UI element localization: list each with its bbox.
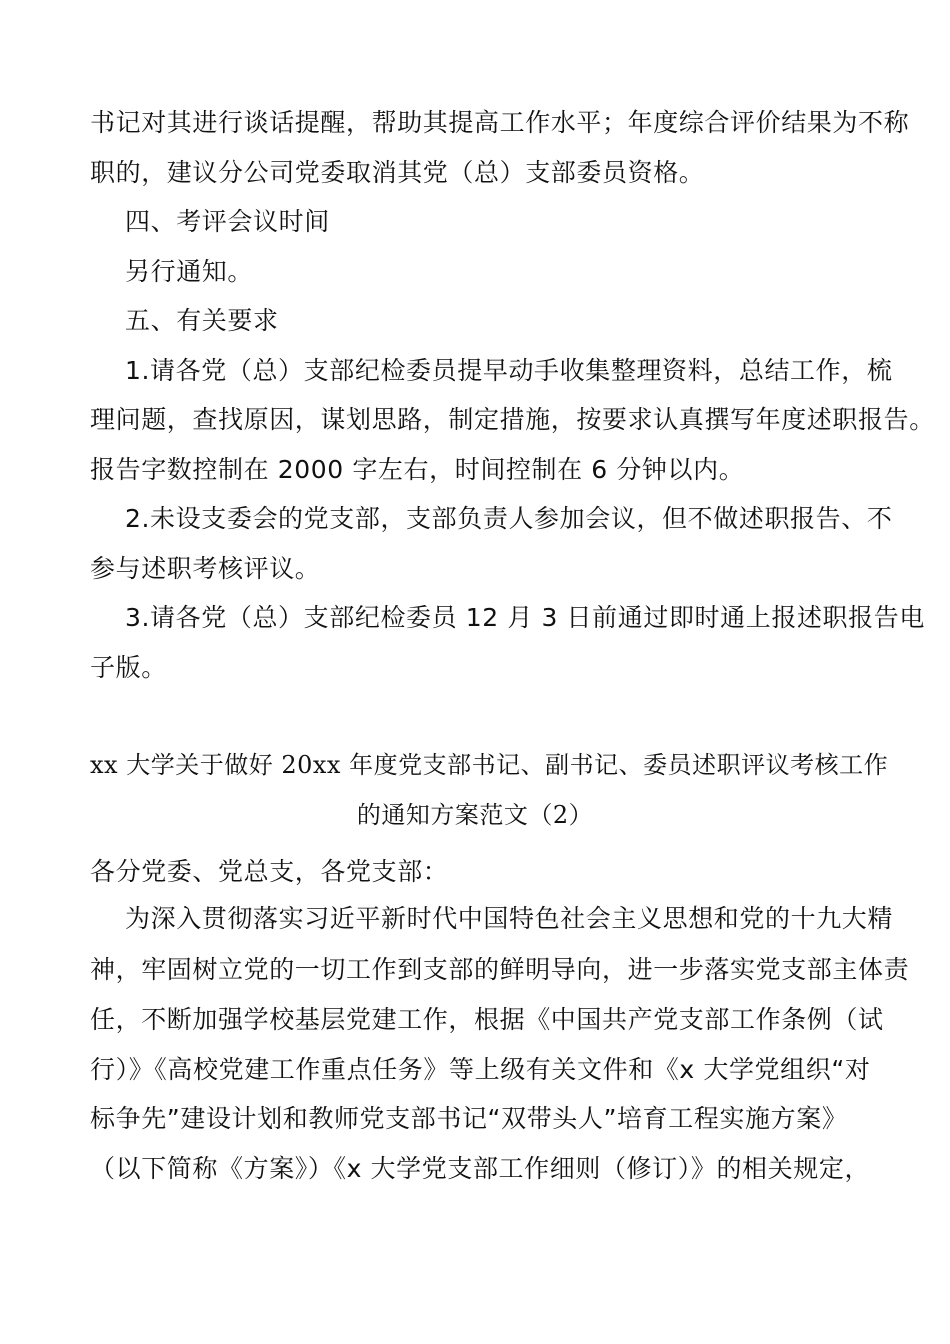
paragraph-line: 为深入贯彻落实习近平新时代中国特色社会主义思想和党的十九大精 bbox=[125, 904, 894, 933]
body-line: 另行通知。 bbox=[125, 257, 254, 286]
section-heading: 五、有关要求 bbox=[125, 306, 279, 335]
paragraph-line: 标争先”建设计划和教师党支部书记“双带头人”培育工程实施方案》 bbox=[90, 1104, 848, 1133]
document-title-line: 的通知方案范文（2） bbox=[356, 801, 594, 829]
list-item-line: 子版。 bbox=[90, 653, 167, 682]
list-item-line: 报告字数控制在 2000 字左右，时间控制在 6 分钟以内。 bbox=[90, 455, 745, 484]
list-item-line: 1.请各党（总）支部纪检委员提早动手收集整理资料，总结工作，梳 bbox=[125, 356, 893, 385]
section-heading: 四、考评会议时间 bbox=[125, 207, 330, 236]
paragraph-line: 神，牢固树立党的一切工作到支部的鲜明导向，进一步落实党支部主体责 bbox=[90, 955, 910, 984]
list-item-line: 参与述职考核评议。 bbox=[90, 554, 321, 583]
list-item-line: 理问题，查找原因，谋划思路，制定措施，按要求认真撰写年度述职报告。 bbox=[90, 405, 935, 434]
body-line: 书记对其进行谈话提醒，帮助其提高工作水平；年度综合评价结果为不称 bbox=[90, 108, 910, 137]
paragraph-line: 任，不断加强学校基层党建工作，根据《中国共产党支部工作条例（试 bbox=[90, 1005, 884, 1034]
paragraph-line: （以下简称《方案》）《x 大学党支部工作细则（修订）》的相关规定， bbox=[90, 1154, 871, 1183]
body-line: 职的，建议分公司党委取消其党（总）支部委员资格。 bbox=[90, 158, 705, 187]
list-item-line: 2.未设支委会的党支部，支部负责人参加会议，但不做述职报告、不 bbox=[125, 504, 893, 533]
document-title-line: xx 大学关于做好 20xx 年度党支部书记、副书记、委员述职评议考核工作 bbox=[90, 751, 889, 779]
paragraph-line: 行）》《高校党建工作重点任务》等上级有关文件和《x 大学党组织“对 bbox=[90, 1055, 871, 1084]
list-item-line: 3.请各党（总）支部纪检委员 12 月 3 日前通过即时通上报述职报告电 bbox=[125, 603, 925, 632]
salutation: 各分党委、党总支，各党支部： bbox=[90, 857, 449, 886]
